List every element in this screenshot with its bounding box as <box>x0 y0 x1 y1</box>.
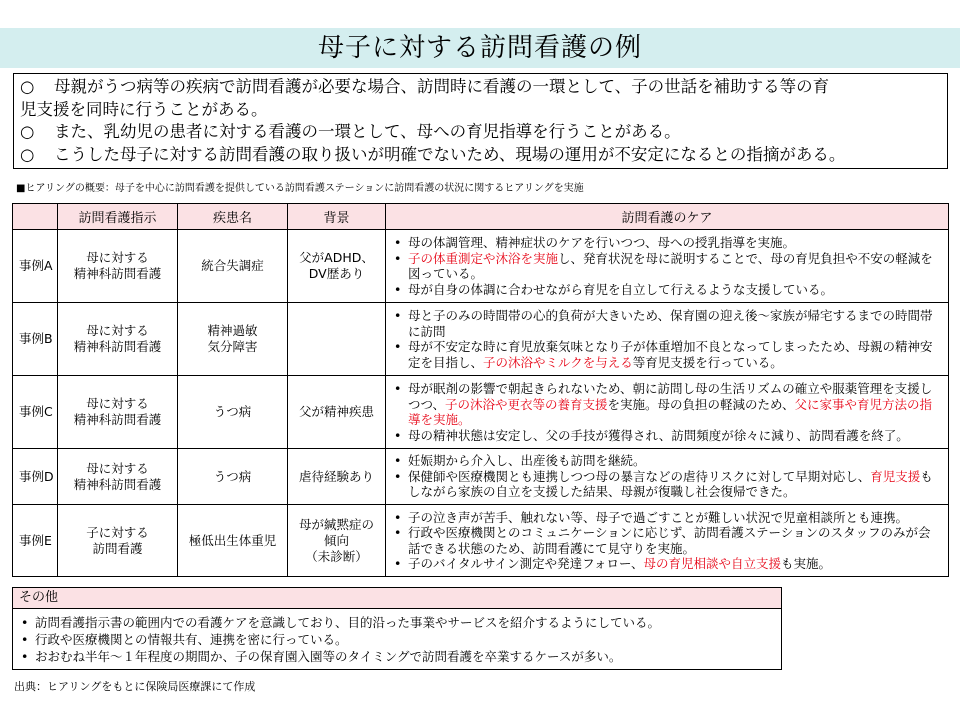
care-text: も実施。 <box>781 556 832 571</box>
care-text: 母が自身の体調に合わせながら育児を自立して行えるような支援している。 <box>408 281 834 297</box>
bullet-circle: ○ <box>20 77 35 96</box>
care-item <box>392 308 942 339</box>
order-cell-line: 精神科訪問看護 <box>73 339 162 354</box>
header-disease: 疾患名 <box>178 204 288 230</box>
other-item: • 訪問看護指示書の範囲内での看護ケアを意識しており、目的沿った事業やサービスを紹介するようにしている。 <box>19 614 775 631</box>
background-cell <box>288 376 386 449</box>
intro-item <box>20 121 941 144</box>
intro-box <box>13 73 948 169</box>
care-cell <box>386 449 949 505</box>
case-id-cell: 事例D <box>13 449 58 505</box>
background-cell <box>288 303 386 376</box>
order-cell-line: 訪問看護 <box>92 540 143 556</box>
care-highlight: 子の沐浴や更衣等の養育支援 <box>445 396 608 412</box>
disease-cell <box>178 449 288 505</box>
care-text: し、発育状況を母に説明することで、母の育児負担や不安の軽減を図っている。 <box>408 250 933 281</box>
disease-cell <box>178 303 288 376</box>
disease-cell-line: 統合失調症 <box>201 258 264 273</box>
care-item <box>392 282 942 298</box>
disease-cell-line: うつ病 <box>213 468 252 484</box>
care-highlight: 子の体重測定や沐浴を実施 <box>408 250 559 266</box>
care-cell <box>386 505 949 577</box>
care-item <box>392 339 942 370</box>
care-item <box>392 235 942 251</box>
intro-item <box>20 144 941 167</box>
disease-cell <box>178 505 288 577</box>
background-cell <box>288 230 386 303</box>
care-text: もしながら家族の自立を支援した結果、母親が復職し社会復帰できた。 <box>408 468 933 500</box>
background-cell-line: 母が緘黙症の <box>298 516 374 532</box>
care-text: 妊娠期から介入し、出産後も訪問を継続。 <box>408 453 646 469</box>
order-cell <box>58 376 178 449</box>
order-cell-line: 精神科訪問看護 <box>73 266 162 281</box>
disease-cell <box>178 230 288 303</box>
background-cell <box>288 449 386 505</box>
care-text: 母の体調管理、精神症状のケアを行いつつ、母への授乳指導を実施。 <box>408 235 796 250</box>
case-id-cell: 事例B <box>13 303 58 376</box>
table-row <box>13 505 949 577</box>
disease-cell-line: 精神過敏 <box>207 323 258 338</box>
case-table <box>12 203 949 577</box>
care-item <box>392 525 942 556</box>
order-cell-line: 母に対する <box>86 396 149 411</box>
care-cell <box>386 303 949 376</box>
case-id-cell: 事例E <box>13 505 58 577</box>
other-item: • おおむね半年～１年程度の期間か、子の保育園入園等のタイミングで訪問看護を卒業するケースが多い。 <box>19 648 775 665</box>
background-cell-line: 傾向 <box>323 532 349 548</box>
background-cell-line: （未診断） <box>305 548 368 564</box>
care-text: 母が不安定な時に育児放棄気味となり子が体重増加不良となってしまったため、母親の精神安定を目指し、 <box>408 339 933 370</box>
background-cell <box>288 505 386 577</box>
care-text: 保健師や医療機関とも連携しつつ母の暴言などの虐待リスクに対して早期対応し、 <box>408 468 871 484</box>
care-text: 等育児支援を行っている。 <box>632 354 783 370</box>
other-item: • 行政や医療機関との情報共有、連携を密に行っている。 <box>19 631 775 648</box>
care-highlight: 母の育児相談や自立支援 <box>643 556 782 571</box>
background-cell-line: 父がADHD、 <box>299 250 374 265</box>
other-section-body <box>12 608 782 670</box>
care-text: 子のバイタルサイン測定や発達フォロー、 <box>408 556 644 571</box>
source-note: 出典：ヒアリングをもとに保険局医療課にて作成 <box>14 680 256 693</box>
hearing-summary: ■ヒアリングの概要：母子を中心に訪問看護を提供している訪問看護ステーションに訪問看護の状況に関するヒアリングを実施 <box>16 183 584 194</box>
order-cell-line: 母に対する <box>86 323 149 338</box>
bullet-circle: ○ <box>20 144 35 164</box>
order-cell-line: 母に対する <box>86 460 149 476</box>
page-title: 母子に対する訪問看護の例 <box>317 33 642 63</box>
other-section-header: その他 <box>12 587 782 609</box>
disease-cell-line: うつ病 <box>213 404 252 419</box>
order-cell-line: 母に対する <box>86 250 149 265</box>
background-cell-line: 父が精神疾患 <box>298 404 374 419</box>
table-row <box>13 376 949 449</box>
care-text: 子の泣き声が苦手、触れない等、母子で過ごすことが難しい状況で児童相談所とも連携。 <box>408 509 909 525</box>
order-cell-line: 子に対する <box>86 524 149 540</box>
bullet-circle: ○ <box>20 122 35 141</box>
care-item <box>392 453 942 469</box>
background-cell-line: 虐待経験あり <box>298 468 374 484</box>
header-order: 訪問看護指示 <box>58 204 178 230</box>
disease-cell-line: 極低出生体重児 <box>188 532 277 548</box>
order-cell-line: 精神科訪問看護 <box>73 412 162 427</box>
care-item <box>392 556 942 572</box>
intro-text: 母親がうつ病等の疾病で訪問看護が必要な場合、訪問時に看護の一環として、子の世話を補助する等の育 <box>54 77 830 96</box>
table-header-row <box>13 204 949 230</box>
case-id-cell: 事例A <box>13 230 58 303</box>
header-case <box>13 204 58 230</box>
care-cell <box>386 376 949 449</box>
care-item <box>392 428 942 444</box>
order-cell <box>58 303 178 376</box>
order-cell-line: 精神科訪問看護 <box>73 476 162 492</box>
case-id-cell: 事例C <box>13 376 58 449</box>
care-text: 母が眠剤の影響で朝起きられないため、朝に訪問し母の生活リズムの確立や服薬管理を支援しつつ、 <box>408 381 933 412</box>
intro-item <box>20 76 941 99</box>
care-text: を実施。母の負担の軽減のため、 <box>607 396 795 412</box>
order-cell <box>58 505 178 577</box>
care-highlight: 育児支援 <box>870 468 921 484</box>
order-cell <box>58 449 178 505</box>
care-text: 行政や医療機関とのコミュニケーションに応じず、訪問看護ステーションのスタッフのみが会話できる状態のため、訪問看護にて見守りを実施。 <box>408 525 931 556</box>
care-highlight: 子の沐浴やミルクを与える <box>483 354 633 370</box>
order-cell <box>58 230 178 303</box>
care-item <box>392 251 942 282</box>
care-text: 母の精神状態は安定し、父の手技が獲得され、訪問頻度が徐々に減り、訪問看護を終了。 <box>408 427 909 443</box>
background-cell-line: DV歴あり <box>308 266 365 281</box>
table-row <box>13 449 949 505</box>
disease-cell <box>178 376 288 449</box>
disease-cell-line: 気分障害 <box>207 339 258 354</box>
care-highlight: 父に家事や育児方法の指導を実施。 <box>408 396 933 427</box>
intro-text: また、乳幼児の患者に対する看護の一環として、母への育児指導を行うことがある。 <box>54 122 681 141</box>
care-item <box>392 510 942 526</box>
header-background: 背景 <box>288 204 386 230</box>
header-care: 訪問看護のケア <box>386 204 949 230</box>
table-row <box>13 303 949 376</box>
intro-text: こうした母子に対する訪問看護の取り扱いが明確でないため、現場の運用が不安定になるとの指摘がある。 <box>54 144 846 164</box>
care-item <box>392 469 942 500</box>
intro-item-continuation <box>20 99 941 122</box>
care-item <box>392 381 942 428</box>
care-text: 母と子のみの時間帯の心的負荷が大きいため、保育園の迎え後～家族が帰宅するまでの時間帯に訪問 <box>408 308 933 339</box>
table-row <box>13 230 949 303</box>
intro-text: 児支援を同時に行うことがある。 <box>20 99 268 119</box>
care-cell <box>386 230 949 303</box>
